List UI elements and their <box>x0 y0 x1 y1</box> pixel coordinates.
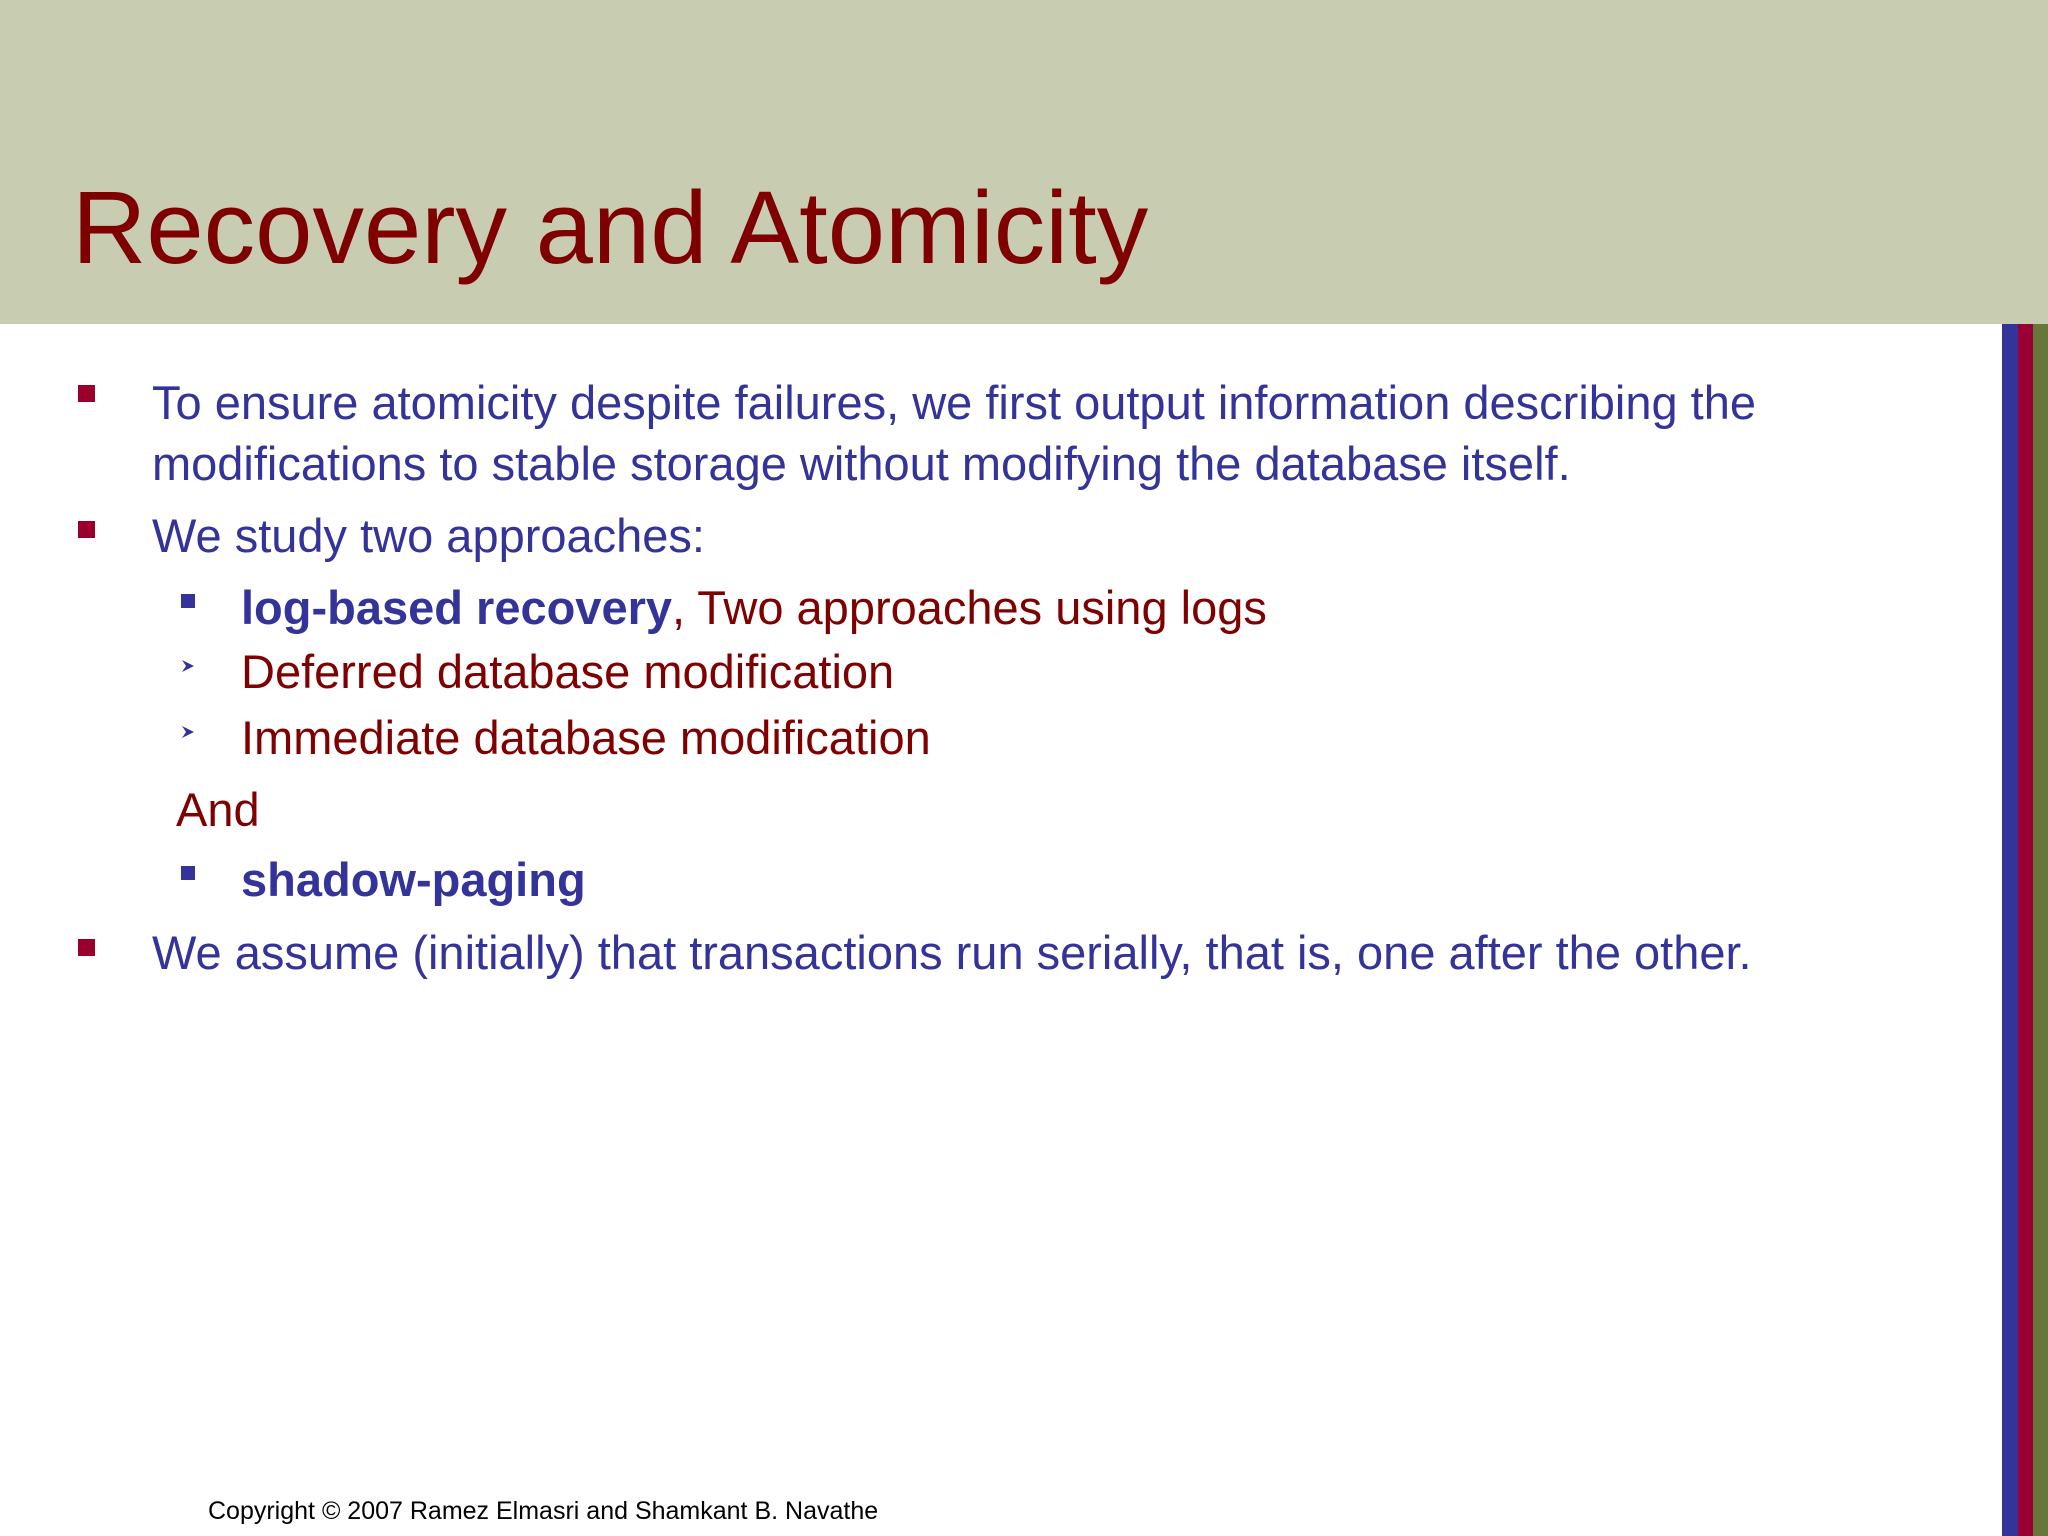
log-based-recovery-description: , Two approaches using logs <box>672 581 1267 634</box>
sub-bullet-shadow-paging: shadow-paging <box>241 853 586 906</box>
bullet-1-line-2: modifications to stable storage without modifying the database itself. <box>152 437 1571 490</box>
square-bullet-icon <box>181 866 195 880</box>
arrowhead-bullet-icon <box>181 659 195 673</box>
copyright-footer: Copyright © 2007 Ramez Elmasri and Shamkant B. Navathe <box>208 1497 879 1525</box>
decorative-stripe-red <box>2018 324 2033 1536</box>
sub-bullet-immediate-modification: Immediate database modification <box>241 711 931 764</box>
decorative-stripe-green <box>2033 324 2048 1536</box>
square-bullet-icon <box>181 594 195 608</box>
decorative-stripe-blue <box>2002 324 2018 1536</box>
square-bullet-icon <box>78 939 95 956</box>
arrowhead-bullet-icon <box>181 725 195 739</box>
bullet-3-text: We assume (initially) that transactions run serially, that is, one after the other. <box>152 926 1752 979</box>
sub-bullet-deferred-modification: Deferred database modification <box>241 645 895 698</box>
square-bullet-icon <box>78 521 95 538</box>
bullet-2-text: We study two approaches: <box>152 509 705 562</box>
square-bullet-icon <box>78 385 95 402</box>
slide-title: Recovery and Atomicity <box>72 170 1149 285</box>
and-connector-text: And <box>176 783 260 836</box>
bullet-1-line-1: To ensure atomicity despite failures, we first output information describing the <box>152 376 1757 429</box>
sub-bullet-log-based-recovery <box>241 577 1267 638</box>
log-based-recovery-term: log-based recovery <box>241 581 673 634</box>
